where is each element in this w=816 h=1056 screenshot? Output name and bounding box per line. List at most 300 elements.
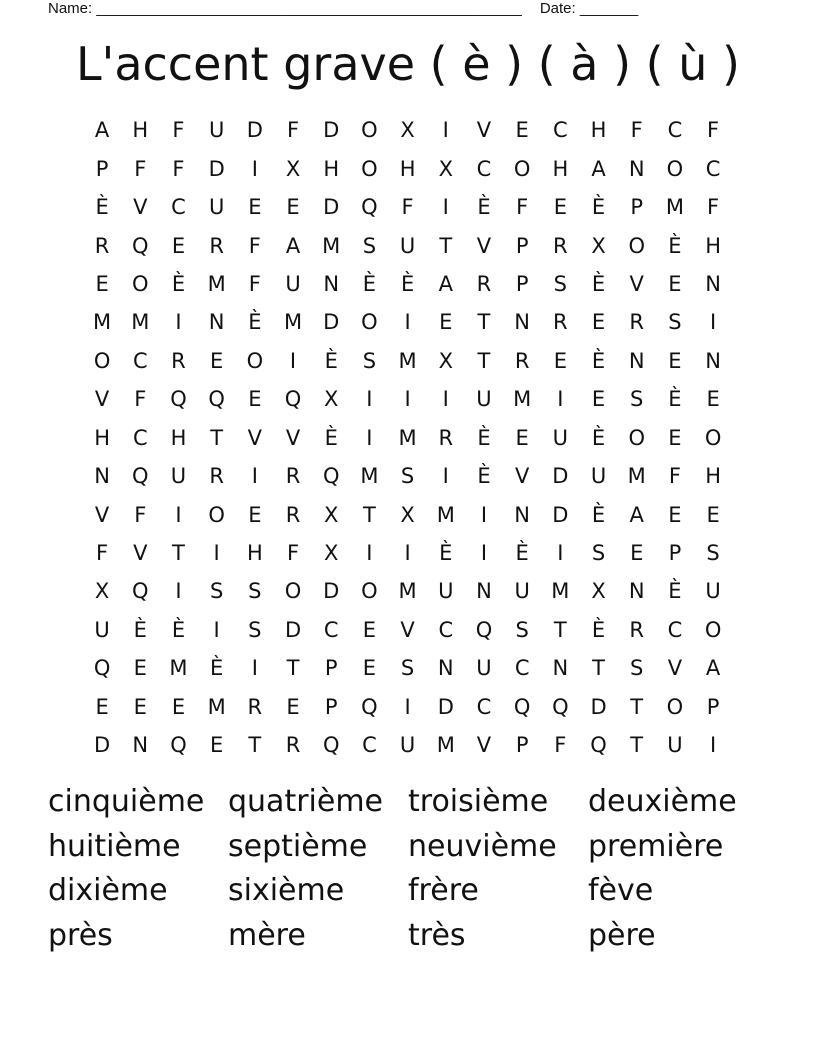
grid-cell[interactable]: P (706, 694, 720, 719)
grid-cell[interactable]: P (95, 156, 109, 181)
grid-cell[interactable]: O (666, 694, 684, 719)
grid-cell[interactable]: È (668, 233, 682, 258)
grid-cell[interactable]: I (442, 195, 449, 220)
grid-cell[interactable]: O (704, 425, 722, 450)
grid-cell[interactable]: N (514, 502, 531, 527)
grid-cell[interactable]: I (251, 656, 258, 681)
grid-cell[interactable]: È (477, 195, 491, 220)
grid-cell[interactable]: F (554, 733, 567, 758)
grid-cell[interactable]: S (591, 541, 606, 566)
grid-cell[interactable]: S (400, 464, 415, 489)
grid-cell[interactable]: N (514, 310, 531, 335)
grid-cell[interactable]: O (208, 502, 225, 527)
grid-cell[interactable]: U (476, 656, 492, 681)
grid-cell[interactable]: U (552, 425, 569, 450)
grid-cell[interactable]: F (172, 156, 185, 181)
grid-cell[interactable]: E (668, 271, 682, 296)
grid-cell[interactable]: U (94, 617, 110, 642)
grid-cell[interactable]: C (514, 656, 530, 681)
grid-cell[interactable]: E (95, 271, 109, 296)
grid-cell[interactable]: M (436, 733, 455, 758)
grid-cell[interactable]: Q (590, 733, 607, 758)
grid-cell[interactable]: Q (322, 733, 340, 758)
grid-cell[interactable]: M (398, 348, 417, 373)
grid-cell[interactable]: F (134, 156, 147, 181)
grid-cell[interactable]: I (213, 617, 220, 642)
grid-cell[interactable]: È (668, 387, 682, 412)
grid-cell[interactable]: F (248, 271, 261, 296)
grid-cell[interactable]: P (630, 195, 644, 220)
grid-cell[interactable]: F (516, 195, 529, 220)
grid-cell[interactable]: F (707, 118, 720, 143)
grid-cell[interactable]: E (286, 694, 300, 719)
grid-cell[interactable]: Q (513, 694, 531, 719)
grid-cell[interactable]: C (323, 617, 339, 642)
grid-cell[interactable]: X (400, 502, 415, 527)
grid-cell[interactable]: E (362, 656, 377, 681)
grid-cell[interactable]: Q (475, 617, 493, 642)
grid-cell[interactable]: X (400, 118, 415, 143)
grid-cell[interactable]: T (248, 733, 262, 758)
word-bank-item: fève (588, 873, 654, 908)
grid-cell[interactable]: F (248, 233, 261, 258)
grid-cell[interactable]: I (480, 541, 488, 566)
name-field[interactable]: Name: ___________________________________________________ (48, 0, 522, 17)
grid-cell[interactable]: Q (284, 387, 302, 412)
grid-cell[interactable]: D (94, 733, 111, 758)
grid-cell[interactable]: D (284, 617, 302, 642)
grid-cell[interactable]: I (366, 387, 373, 412)
grid-cell[interactable]: E (591, 310, 606, 335)
grid-cell[interactable]: N (323, 271, 340, 296)
grid-cell[interactable]: V (133, 195, 148, 220)
grid-cell[interactable]: D (437, 694, 454, 719)
grid-cell[interactable]: H (399, 156, 416, 181)
grid-cell[interactable]: I (213, 541, 220, 566)
grid-cell[interactable]: Q (322, 464, 340, 489)
grid-cell[interactable]: P (515, 733, 529, 758)
grid-cell[interactable]: I (404, 310, 411, 335)
grid-cell[interactable]: M (169, 656, 188, 681)
grid-cell[interactable]: O (361, 579, 378, 604)
grid-cell[interactable]: C (553, 118, 568, 143)
grid-cell[interactable]: E (706, 387, 720, 412)
grid-cell[interactable]: R (553, 310, 568, 335)
grid-cell[interactable]: E (248, 387, 262, 412)
grid-cell[interactable]: E (171, 233, 186, 258)
word-bank-item: frère (408, 873, 479, 908)
grid-cell[interactable]: V (94, 387, 110, 412)
grid-cell[interactable]: S (362, 348, 377, 373)
word-bank-item: huitième (48, 828, 181, 864)
grid-cell[interactable]: C (171, 195, 186, 220)
grid-cell[interactable]: E (171, 694, 186, 719)
grid-cell[interactable]: A (94, 118, 110, 143)
grid-cell[interactable]: A (705, 656, 721, 681)
grid-cell[interactable]: È (171, 271, 186, 296)
grid-cell[interactable]: X (438, 156, 453, 181)
grid-cell[interactable]: R (209, 464, 224, 489)
grid-cell[interactable]: N (628, 348, 645, 373)
grid-cell[interactable]: È (515, 541, 529, 566)
grid-cell[interactable]: T (210, 425, 224, 450)
grid-cell[interactable]: H (132, 118, 149, 143)
grid-cell[interactable]: S (400, 656, 415, 681)
grid-cell[interactable]: T (477, 348, 491, 373)
grid-cell[interactable]: M (398, 425, 417, 450)
grid-cell[interactable]: O (246, 348, 264, 373)
grid-cell[interactable]: È (591, 195, 606, 220)
header-line (48, 0, 638, 17)
grid-cell[interactable]: T (630, 694, 644, 719)
grid-cell[interactable]: X (324, 387, 339, 412)
grid-cell[interactable]: S (630, 387, 644, 412)
grid-cell[interactable]: N (208, 310, 225, 335)
grid-cell[interactable]: S (668, 310, 682, 335)
grid-cell[interactable]: P (324, 694, 338, 719)
grid-cell[interactable]: X (438, 348, 453, 373)
grid-cell[interactable]: A (438, 271, 453, 296)
grid-cell[interactable]: R (247, 694, 263, 719)
grid-cell[interactable]: F (286, 118, 300, 143)
grid-cell[interactable]: C (476, 694, 492, 719)
grid-cell[interactable]: E (591, 387, 606, 412)
grid-cell[interactable]: F (630, 118, 643, 143)
grid-cell[interactable]: I (175, 579, 182, 604)
grid-cell[interactable]: U (170, 464, 187, 489)
grid-cell[interactable]: V (285, 425, 301, 450)
grid-cell[interactable]: N (552, 656, 569, 681)
grid-cell[interactable]: V (133, 541, 148, 566)
grid-cell[interactable]: O (628, 425, 645, 450)
grid-cell[interactable]: C (362, 733, 377, 758)
grid-cell[interactable]: Q (132, 464, 149, 489)
grid-cell[interactable]: D (552, 464, 569, 489)
grid-cell[interactable]: V (629, 271, 644, 296)
grid-cell[interactable]: S (515, 617, 529, 642)
grid-cell[interactable]: F (668, 464, 681, 489)
grid-cell[interactable]: R (285, 502, 301, 527)
grid-cell[interactable]: N (628, 156, 645, 181)
grid-cell[interactable]: E (668, 502, 682, 527)
grid-cell[interactable]: N (437, 656, 454, 681)
grid-cell[interactable]: A (591, 156, 606, 181)
grid-cell[interactable]: D (590, 694, 607, 719)
grid-cell[interactable]: Q (552, 694, 569, 719)
grid-cell[interactable]: I (404, 541, 411, 566)
grid-cell[interactable]: O (628, 233, 645, 258)
grid-cell[interactable]: M (207, 694, 226, 719)
grid-cell[interactable]: R (209, 233, 224, 258)
grid-cell[interactable]: È (324, 348, 338, 373)
grid-cell[interactable]: C (667, 118, 683, 143)
grid-cell[interactable]: I (480, 502, 488, 527)
word-bank-item: mère (228, 917, 306, 953)
grid-cell[interactable]: D (323, 195, 340, 220)
grid-cell[interactable]: R (285, 733, 301, 758)
grid-cell[interactable]: M (436, 502, 455, 527)
grid-cell[interactable]: I (175, 310, 182, 335)
grid-cell[interactable]: E (95, 694, 109, 719)
grid-cell[interactable]: R (171, 348, 186, 373)
grid-cell[interactable]: È (591, 502, 606, 527)
grid-cell[interactable]: U (476, 387, 492, 412)
grid-cell[interactable]: Q (132, 233, 149, 258)
grid-cell[interactable]: H (323, 156, 340, 181)
grid-cell[interactable]: H (705, 464, 721, 489)
grid-cell[interactable]: X (285, 156, 301, 181)
grid-cell[interactable]: V (476, 118, 492, 143)
grid-cell[interactable]: I (442, 118, 449, 143)
grid-cell[interactable]: È (362, 271, 377, 296)
grid-cell[interactable]: I (366, 541, 373, 566)
grid-cell[interactable]: D (552, 502, 569, 527)
grid-cell[interactable]: N (705, 348, 721, 373)
grid-cell[interactable]: È (133, 617, 147, 642)
grid-cell[interactable]: C (667, 617, 683, 642)
grid-cell[interactable]: M (627, 464, 646, 489)
grid-cell[interactable]: V (476, 733, 492, 758)
grid-cell[interactable]: M (322, 233, 341, 258)
grid-cell[interactable]: È (210, 656, 224, 681)
grid-cell[interactable]: C (438, 617, 454, 642)
grid-cell[interactable]: O (361, 310, 378, 335)
grid-cell[interactable]: È (477, 425, 491, 450)
grid-cell[interactable]: H (590, 118, 607, 143)
grid-cell[interactable]: R (438, 425, 454, 450)
grid-cell[interactable]: H (246, 541, 263, 566)
grid-cell[interactable]: O (361, 156, 378, 181)
grid-cell[interactable]: N (628, 579, 645, 604)
grid-cell[interactable]: D (323, 118, 340, 143)
grid-cell[interactable]: F (96, 541, 109, 566)
grid-cell[interactable]: X (591, 233, 606, 258)
grid-cell[interactable]: X (324, 541, 339, 566)
grid-cell[interactable]: R (476, 271, 492, 296)
grid-cell[interactable]: E (553, 348, 567, 373)
grid-cell[interactable]: I (175, 502, 182, 527)
grid-cell[interactable]: P (324, 656, 338, 681)
grid-cell[interactable]: E (515, 118, 529, 143)
grid-cell[interactable]: È (591, 425, 606, 450)
grid-cell[interactable]: X (324, 502, 339, 527)
grid-cell[interactable]: U (438, 579, 454, 604)
grid-cell[interactable]: U (590, 464, 607, 489)
grid-cell[interactable]: E (210, 733, 224, 758)
grid-cell[interactable]: F (134, 502, 147, 527)
grid-cell[interactable]: È (668, 579, 682, 604)
date-field[interactable]: Date: _______ (539, 0, 639, 17)
grid-cell[interactable]: T (172, 541, 185, 566)
grid-cell[interactable]: M (283, 310, 303, 335)
grid-cell[interactable]: R (514, 348, 530, 373)
grid-cell[interactable]: T (439, 233, 453, 258)
grid-cell[interactable]: O (704, 617, 722, 642)
grid-cell[interactable]: I (366, 425, 373, 450)
grid-cell[interactable]: E (515, 425, 529, 450)
grid-cell[interactable]: E (668, 425, 682, 450)
grid-cell[interactable]: È (95, 195, 109, 220)
grid-cell[interactable]: M (93, 310, 112, 335)
grid-cell[interactable]: O (513, 156, 531, 181)
grid-cell[interactable]: E (630, 541, 644, 566)
grid-cell[interactable]: D (246, 118, 263, 143)
grid-cell[interactable]: D (323, 579, 340, 604)
grid-cell[interactable]: S (630, 656, 644, 681)
grid-cell[interactable]: U (667, 733, 683, 758)
grid-cell[interactable]: P (668, 541, 682, 566)
grid-cell[interactable]: S (209, 579, 224, 604)
grid-cell[interactable]: F (134, 387, 147, 412)
grid-cell[interactable]: C (476, 156, 492, 181)
grid-cell[interactable]: X (591, 579, 606, 604)
grid-cell[interactable]: O (284, 579, 302, 604)
grid-cell[interactable]: H (552, 156, 569, 181)
grid-cell[interactable]: E (706, 502, 720, 527)
grid-cell[interactable]: U (705, 579, 721, 604)
word-bank-item: dixième (48, 873, 168, 908)
grid-cell[interactable]: E (133, 656, 147, 681)
grid-cell[interactable]: M (207, 271, 226, 296)
grid-cell[interactable]: U (208, 195, 225, 220)
grid-cell[interactable]: Q (132, 579, 149, 604)
grid-cell[interactable]: V (476, 233, 492, 258)
grid-cell[interactable]: E (439, 310, 453, 335)
grid-cell[interactable]: Q (93, 656, 111, 681)
grid-cell[interactable]: C (705, 156, 721, 181)
grid-cell[interactable]: I (709, 733, 717, 758)
grid-cell[interactable]: M (665, 195, 684, 220)
grid-cell[interactable]: N (476, 579, 492, 604)
word-bank-item: sixième (228, 873, 345, 908)
grid-cell[interactable]: È (591, 348, 606, 373)
grid-cell[interactable]: P (515, 271, 529, 296)
grid-cell[interactable]: V (514, 464, 530, 489)
grid-cell[interactable]: Q (361, 195, 378, 220)
grid-cell[interactable]: Q (208, 387, 225, 412)
grid-cell[interactable]: S (706, 541, 720, 566)
grid-cell[interactable]: S (553, 271, 568, 296)
grid-cell[interactable]: È (591, 271, 606, 296)
grid-cell[interactable]: E (133, 694, 147, 719)
grid-cell[interactable]: O (666, 156, 684, 181)
grid-cell[interactable]: I (709, 310, 717, 335)
grid-cell[interactable]: U (399, 233, 416, 258)
grid-cell[interactable]: I (251, 156, 258, 181)
grid-cell[interactable]: È (248, 310, 262, 335)
grid-cell[interactable]: F (286, 541, 300, 566)
grid-cell[interactable]: E (362, 617, 377, 642)
grid-cell[interactable]: I (557, 541, 564, 566)
grid-cell[interactable]: M (131, 310, 150, 335)
grid-cell[interactable]: M (513, 387, 532, 412)
grid-cell[interactable]: E (553, 195, 567, 220)
grid-cell[interactable]: S (248, 579, 262, 604)
grid-cell[interactable]: R (285, 464, 301, 489)
grid-cell[interactable]: D (208, 156, 225, 181)
grid-cell[interactable]: È (439, 541, 453, 566)
grid-cell[interactable]: C (132, 348, 148, 373)
grid-cell[interactable]: E (668, 348, 682, 373)
grid-cell[interactable]: O (132, 271, 149, 296)
grid-cell[interactable]: T (630, 733, 644, 758)
grid-cell[interactable]: A (285, 233, 301, 258)
grid-cell[interactable]: H (170, 425, 187, 450)
grid-cell[interactable]: R (629, 617, 645, 642)
grid-cell[interactable]: H (705, 233, 721, 258)
grid-cell[interactable]: M (360, 464, 379, 489)
grid-cell[interactable]: T (362, 502, 376, 527)
grid-cell[interactable]: I (404, 387, 411, 412)
grid-cell[interactable]: U (514, 579, 530, 604)
grid-cell[interactable]: T (592, 656, 605, 681)
grid-cell[interactable]: I (251, 464, 258, 489)
grid-cell[interactable]: V (667, 656, 683, 681)
grid-cell[interactable]: N (94, 464, 110, 489)
grid-cell[interactable]: T (553, 617, 567, 642)
grid-cell[interactable]: È (591, 617, 606, 642)
grid-cell[interactable]: È (324, 425, 338, 450)
grid-cell[interactable]: V (247, 425, 263, 450)
grid-cell[interactable]: U (208, 118, 225, 143)
grid-cell[interactable]: V (400, 617, 415, 642)
grid-cell[interactable]: O (361, 118, 378, 143)
grid-cell[interactable]: H (94, 425, 110, 450)
grid-cell[interactable]: I (289, 348, 297, 373)
grid-cell[interactable]: E (248, 195, 262, 220)
grid-cell[interactable]: E (286, 195, 300, 220)
grid-cell[interactable]: Q (170, 387, 187, 412)
grid-cell[interactable]: X (94, 579, 110, 604)
grid-cell[interactable]: E (210, 348, 224, 373)
grid-cell[interactable]: I (557, 387, 564, 412)
grid-cell[interactable]: D (323, 310, 340, 335)
grid-cell[interactable]: F (707, 195, 720, 220)
grid-cell[interactable]: I (404, 694, 411, 719)
grid-cell[interactable]: S (248, 617, 262, 642)
grid-cell[interactable]: N (705, 271, 721, 296)
grid-cell[interactable]: P (515, 233, 529, 258)
grid-cell[interactable]: V (94, 502, 110, 527)
grid-cell[interactable]: U (285, 271, 301, 296)
grid-cell[interactable]: R (94, 233, 110, 258)
grid-cell[interactable]: T (286, 656, 300, 681)
grid-cell[interactable]: M (398, 579, 417, 604)
grid-cell[interactable]: È (400, 271, 415, 296)
grid-cell[interactable]: N (132, 733, 149, 758)
grid-cell[interactable]: R (553, 233, 568, 258)
word-bank-item: près (48, 917, 113, 953)
grid-cell[interactable]: È (171, 617, 186, 642)
grid-cell[interactable]: F (401, 195, 414, 220)
grid-cell[interactable]: Q (361, 694, 378, 719)
grid-cell[interactable]: I (442, 387, 449, 412)
grid-cell[interactable]: C (132, 425, 148, 450)
grid-cell[interactable]: I (442, 464, 449, 489)
letter-grid (83, 111, 733, 764)
grid-cell[interactable]: R (629, 310, 645, 335)
grid-cell[interactable]: È (477, 464, 491, 489)
grid-cell[interactable]: O (93, 348, 111, 373)
grid-cell[interactable]: E (248, 502, 262, 527)
grid-cell[interactable]: Q (170, 733, 187, 758)
grid-cell[interactable]: T (477, 310, 491, 335)
grid-cell[interactable]: U (399, 733, 416, 758)
grid-cell[interactable]: M (551, 579, 570, 604)
grid-cell[interactable]: F (172, 118, 185, 143)
grid-cell[interactable]: A (629, 502, 644, 527)
grid-cell[interactable]: S (362, 233, 377, 258)
